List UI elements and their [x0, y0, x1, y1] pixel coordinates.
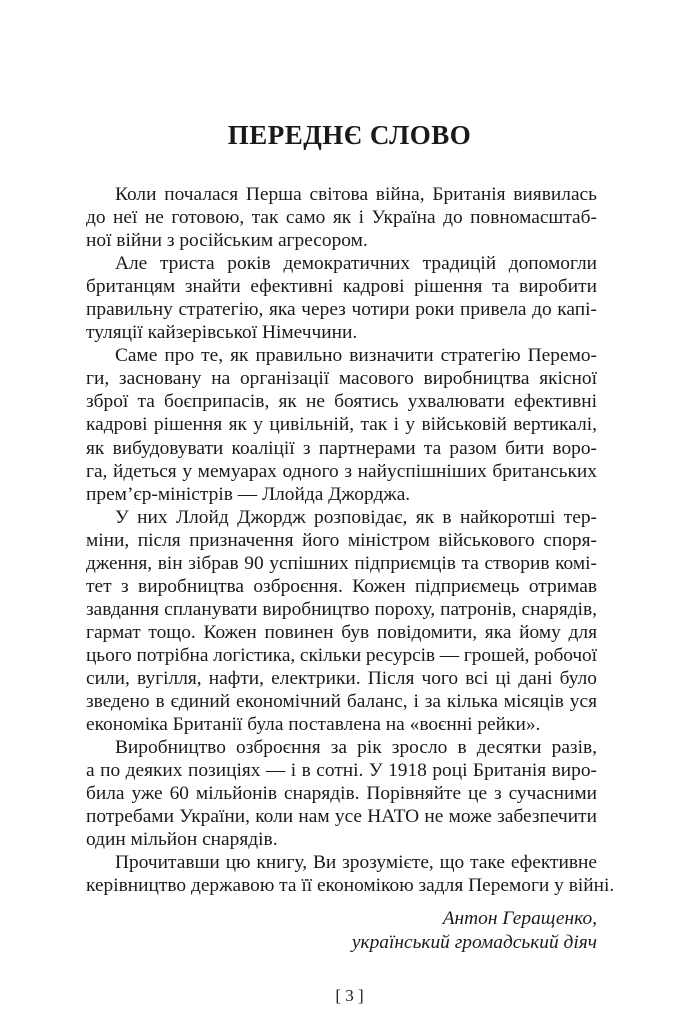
- paragraph-line: га, йдеться у мемуарах одного з найуспішніших британських: [86, 460, 597, 482]
- paragraph-line: міни, після призначення його міністром військового споря-: [86, 529, 597, 551]
- paragraph-line: зброї та боєприпасів, як не боятись ухвалювати ефективні: [86, 391, 597, 413]
- paragraph-line: Саме про те, як правильно визначити стратегію Перемо-: [115, 345, 597, 367]
- paragraph: [86, 506, 597, 736]
- paragraph-line: цього потрібна логістика, скільки ресурсів — грошей, робочої: [86, 644, 597, 666]
- paragraph: [86, 736, 597, 851]
- paragraph-line: кадрові рішення як у цивільній, так і у військовій вертикалі,: [86, 414, 597, 436]
- paragraph-line: зведено в єдиний економічний баланс, і за кілька місяців уся: [86, 691, 597, 713]
- paragraph-line: керівництво державою та її економікою задля Перемоги у війні.: [86, 875, 615, 897]
- paragraph-line: прем’єр-міністрів — Ллойда Джорджа.: [86, 483, 411, 505]
- page-number: [ 3 ]: [335, 986, 364, 1005]
- paragraph-line: британцям знайти ефективні кадрові рішення та виробити: [86, 276, 597, 298]
- signature-block: [352, 907, 597, 955]
- paragraph-line: завдання спланувати виробництво пороху, патронів, снарядів,: [86, 598, 597, 620]
- paragraph-line: потребами України, коли нам усе НАТО не може забезпечити: [86, 806, 597, 828]
- paragraph-line: до неї не готовою, так само як і Україна до повномасштаб-: [86, 207, 597, 229]
- paragraph-line: ги, засновану на організації масового виробництва якісної: [86, 368, 597, 390]
- paragraph-line: тет з виробництва озброєння. Кожен підприємець отримав: [86, 575, 597, 597]
- foreword-body: [86, 183, 615, 897]
- paragraph-line: правильну стратегію, яка через чотири роки привела до капі-: [86, 299, 597, 321]
- paragraph-line: била уже 60 мільйонів снарядів. Порівняйте це з сучасними: [86, 783, 597, 805]
- paragraph-line: туляції кайзерівської Німеччини.: [86, 322, 358, 344]
- paragraph: [86, 183, 597, 252]
- paragraph-line: дження, він зібрав 90 успішних підприємців та створив комі-: [86, 552, 597, 574]
- paragraph: [86, 252, 597, 344]
- paragraph-line: Прочитавши цю книгу, Ви зрозумієте, що таке ефективне: [115, 852, 597, 874]
- paragraph-line: а по деяких позиціях — і в сотні. У 1918 році Британія виро-: [86, 760, 597, 782]
- paragraph-line: ної війни з російським агресором.: [86, 230, 368, 252]
- paragraph: [86, 851, 615, 897]
- paragraph-line: Виробництво озброєння за рік зросло в десятки разів,: [115, 737, 597, 759]
- paragraph-line: У них Ллойд Джордж розповідає, як в найкоротші тер-: [115, 506, 597, 528]
- author-role: український громадський діяч: [351, 932, 597, 953]
- paragraph-line: Але триста років демократичних традицій допомогли: [115, 253, 597, 275]
- paragraph: [86, 344, 597, 505]
- page-title: ПЕРЕДНЄ СЛОВО: [227, 120, 472, 150]
- paragraph-line: як вибудовувати коаліції з партнерами та разом бити воро-: [86, 437, 597, 459]
- paragraph-line: Коли почалася Перша світова війна, Британія виявилась: [115, 184, 597, 205]
- paragraph-line: один мільйон снарядів.: [86, 829, 278, 851]
- author-name: Антон Геращенко,: [442, 908, 597, 929]
- paragraph-line: економіка Британії була поставлена на «воєнні рейки».: [86, 714, 541, 736]
- paragraph-line: сили, вугілля, нафти, електрики. Після чого всі ці дані було: [86, 667, 597, 689]
- paragraph-line: гармат тощо. Кожен повинен був повідомити, яка йому для: [86, 621, 597, 643]
